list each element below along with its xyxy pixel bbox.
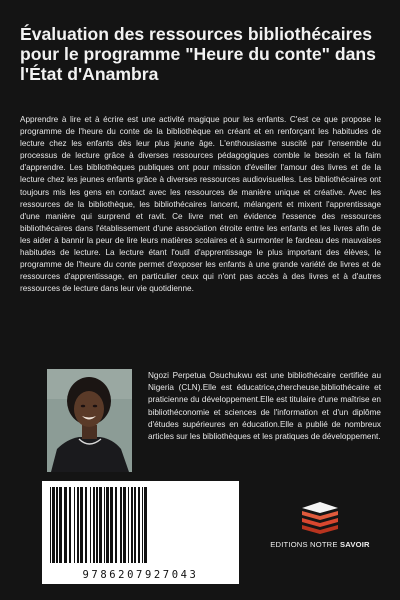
barcode-bar [131, 487, 133, 563]
barcode-bar [59, 487, 62, 563]
publisher [262, 500, 378, 560]
barcode-bar [120, 487, 122, 563]
barcode-bar [110, 487, 113, 563]
barcode-bar [123, 487, 126, 563]
barcode-bar [69, 487, 71, 563]
barcode-bar [134, 487, 136, 563]
book-summary: Apprendre à lire et à écrire est une activité magique pour les enfants. C'est ce que propose le programme de l'heure du conte de la bibliothèque en créant et en renforçant les habitudes de lecture chez les enfants dès leur plus jeune âge. L'enthousiasme suscité par l'ensemble du processus de lecture grâce à diverses ressources pédagogiques comble le besoin et la faim d'apprendre. Les bibliothèques publiques ont pour mission d'éveiller l'amour des livres et de la lecture chez les jeunes enfants grâce à diverses ressources audiovisuelles. Les bibliothécaires ont toujours mis les gens en contact avec les ressources de manière unique et créative. Avec les ressources de la bibliothèque, les bibliothécaires lancent, mélangent et mixent l'apprentissage d'une manière qui surprend et ravit. Ce livre met en évidence l'essence des ressources bibliothécaires dans l'établissement d'une association étroite entre les enfants et les livres afin de les aider à bannir la peur de lire leurs matières scolaires et à surmonter le fardeau des mauvaises habitudes de lecture. La lecture étant l'outil d'apprentissage le plus important des élèves, le programme de l'heure du conte permet d'exposer les enfants à une grande variété de livres et de ressources d'apprentissage, en particulier ceux qui n'ont pas accès à des livres et à d'autres ressources de lecture dans leur vie quotidienne. [20, 115, 381, 294]
isbn-barcode [42, 481, 239, 584]
publisher-prefix: EDITIONS NOTRE [270, 540, 340, 549]
barcode-bar [50, 487, 51, 563]
barcode-bar [74, 487, 75, 563]
author-bio: Ngozi Perpetua Osuchukwu est une bibliothécaire certifiée au Nigeria (CLN).Elle est éducatrice,chercheuse,bibliothécaire et praticienne du développement.Elle est titulaire d'une maîtrise en bibliothéconomie et sciences de l'information et d'un diplôme d'études supérieures en éducation.Elle a publié de nombreux articles sur les bibliothèques et les pratiques de développement. [148, 371, 381, 442]
barcode-bar [104, 487, 105, 563]
publisher-books-logo-icon [300, 500, 340, 534]
barcode-bar [56, 487, 58, 563]
barcode-bar [64, 487, 67, 563]
barcode-bar [93, 487, 95, 563]
barcode-bar [142, 487, 143, 563]
barcode-bar [99, 487, 102, 563]
barcode-bar [96, 487, 98, 563]
book-title: Évaluation des ressources bibliothécaires pour le programme "Heure du conte" dans l'État d'Anambra [20, 24, 376, 84]
barcode-bar [115, 487, 117, 563]
barcode-bar [144, 487, 147, 563]
isbn-barcode-icon [42, 481, 239, 567]
isbn-digits: 9786207927043 [82, 569, 199, 581]
barcode-bar [80, 487, 83, 563]
barcode-bar [128, 487, 129, 563]
barcode-bar [52, 487, 55, 563]
author-portrait-icon [47, 369, 132, 472]
author-photo [47, 369, 132, 472]
publisher-name [262, 540, 378, 549]
barcode-bar [106, 487, 109, 563]
barcode-bar [138, 487, 140, 563]
barcode-bar [85, 487, 87, 563]
barcode-bar [90, 487, 91, 563]
publisher-emphasis: SAVOIR [339, 540, 370, 549]
barcode-bar [77, 487, 79, 563]
